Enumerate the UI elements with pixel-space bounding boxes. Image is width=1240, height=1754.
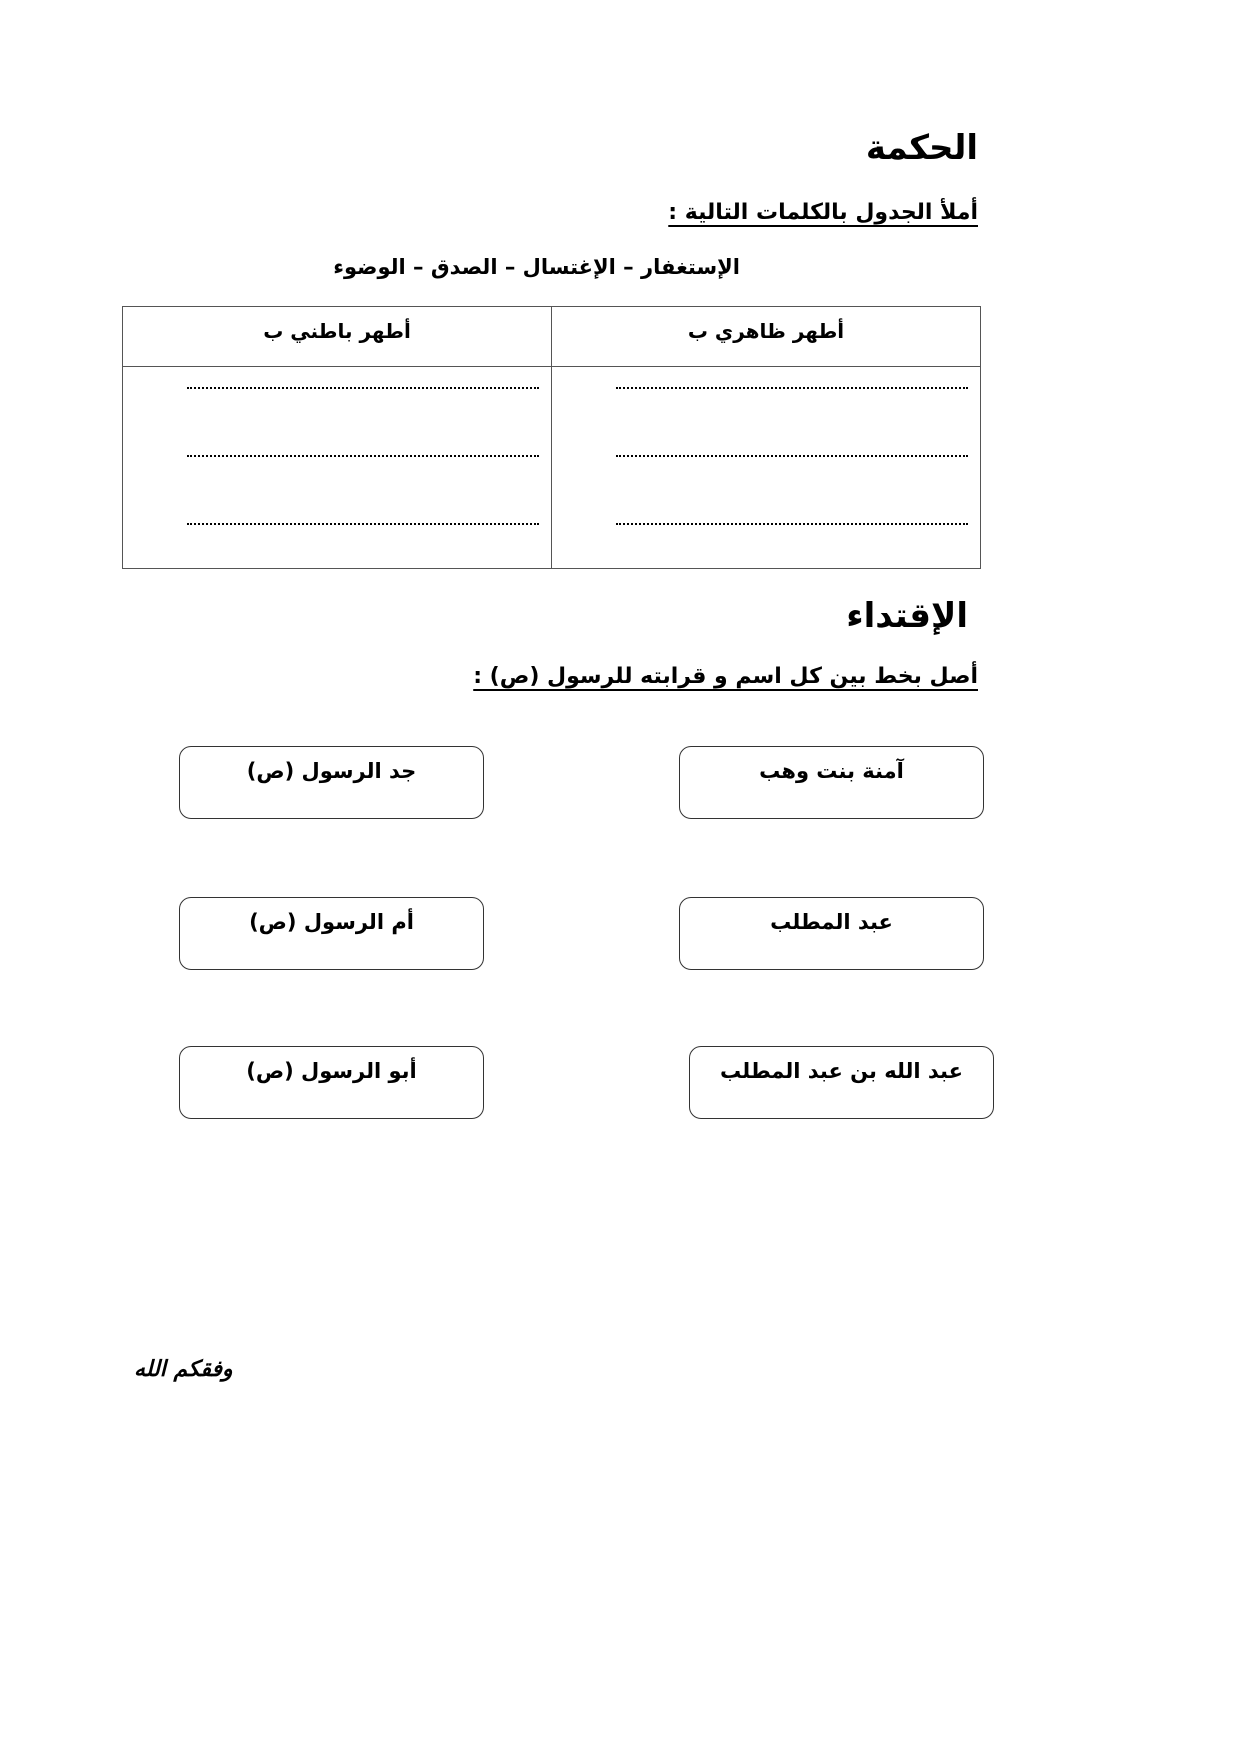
instruction-fill-table: أملأ الجدول بالكلمات التالية : [668,200,978,225]
answer-cell-inner[interactable] [123,367,552,569]
name-box-abdulmuttalib[interactable]: عبد المطلب [679,897,984,970]
answer-line[interactable] [616,435,968,457]
answer-line[interactable] [187,503,539,525]
instruction-match: أصل بخط بين كل اسم و قرابته للرسول (ص) : [473,664,978,689]
relation-box-mother[interactable]: أم الرسول (ص) [179,897,484,970]
name-box-amina[interactable]: آمنة بنت وهب [679,746,984,819]
word-bank: الإستغفار – الإغتسال – الصدق – الوضوء [333,255,740,279]
header-inner-purity: أطهر باطني ب [123,307,552,367]
answer-line[interactable] [187,435,539,457]
answer-line[interactable] [187,367,539,389]
table-answer-row [123,367,981,569]
answer-cell-outer[interactable] [552,367,981,569]
relation-box-father[interactable]: أبو الرسول (ص) [179,1046,484,1119]
section-title-wisdom: الحكمة [865,128,978,168]
name-box-abdullah[interactable]: عبد الله بن عبد المطلب [689,1046,994,1119]
answer-line[interactable] [616,503,968,525]
header-outer-purity: أطهر ظاهري ب [552,307,981,367]
section-title-emulation: الإقتداء [846,596,968,636]
closing-note: وفقكم الله [134,1356,233,1382]
table-header-row [123,307,981,367]
relation-box-grandfather[interactable]: جد الرسول (ص) [179,746,484,819]
fill-table [122,306,981,569]
answer-line[interactable] [616,367,968,389]
